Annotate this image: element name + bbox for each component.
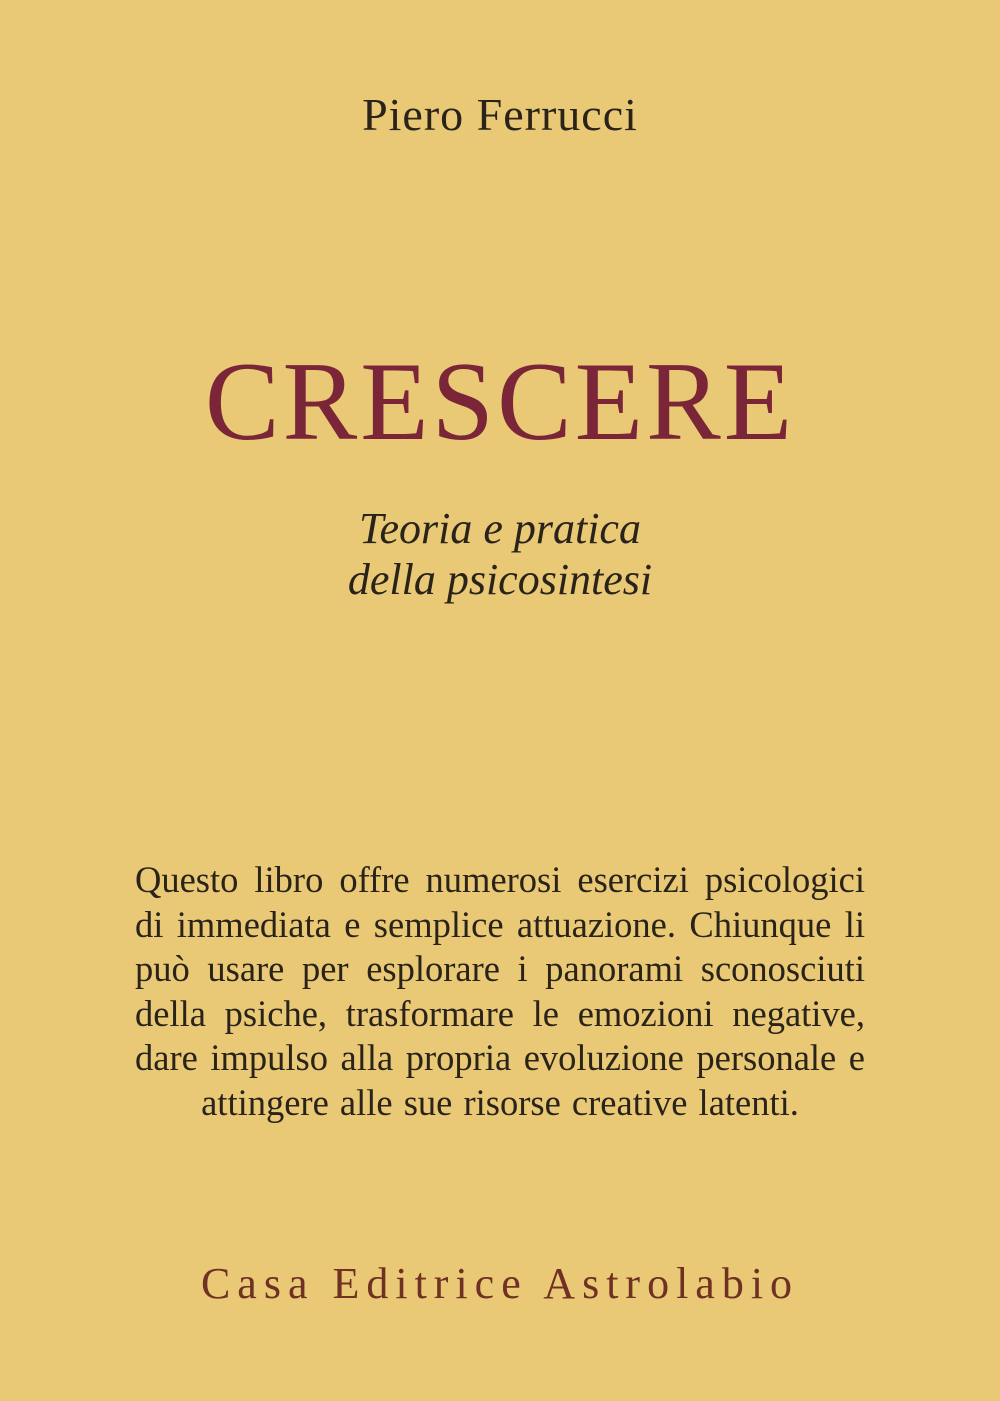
book-title: CRESCERE <box>204 340 796 464</box>
subtitle-line-2: della psicosintesi <box>347 555 653 605</box>
book-subtitle <box>0 503 1000 606</box>
author-name: Piero Ferrucci <box>362 89 638 140</box>
back-cover-blurb: Questo libro offre numerosi esercizi psicologici di immediata e semplice attuazione. Chiunque li può usare per esplorare i panorami sconosciuti della psiche, trasformare le emozioni negative, dare impulso alla propria evoluzione personale e attingere alle sue risorse creative latenti. <box>135 859 865 1123</box>
subtitle-line-1: Teoria e pratica <box>359 504 641 553</box>
publisher-name: Casa Editrice Astrolabio <box>200 1259 800 1308</box>
